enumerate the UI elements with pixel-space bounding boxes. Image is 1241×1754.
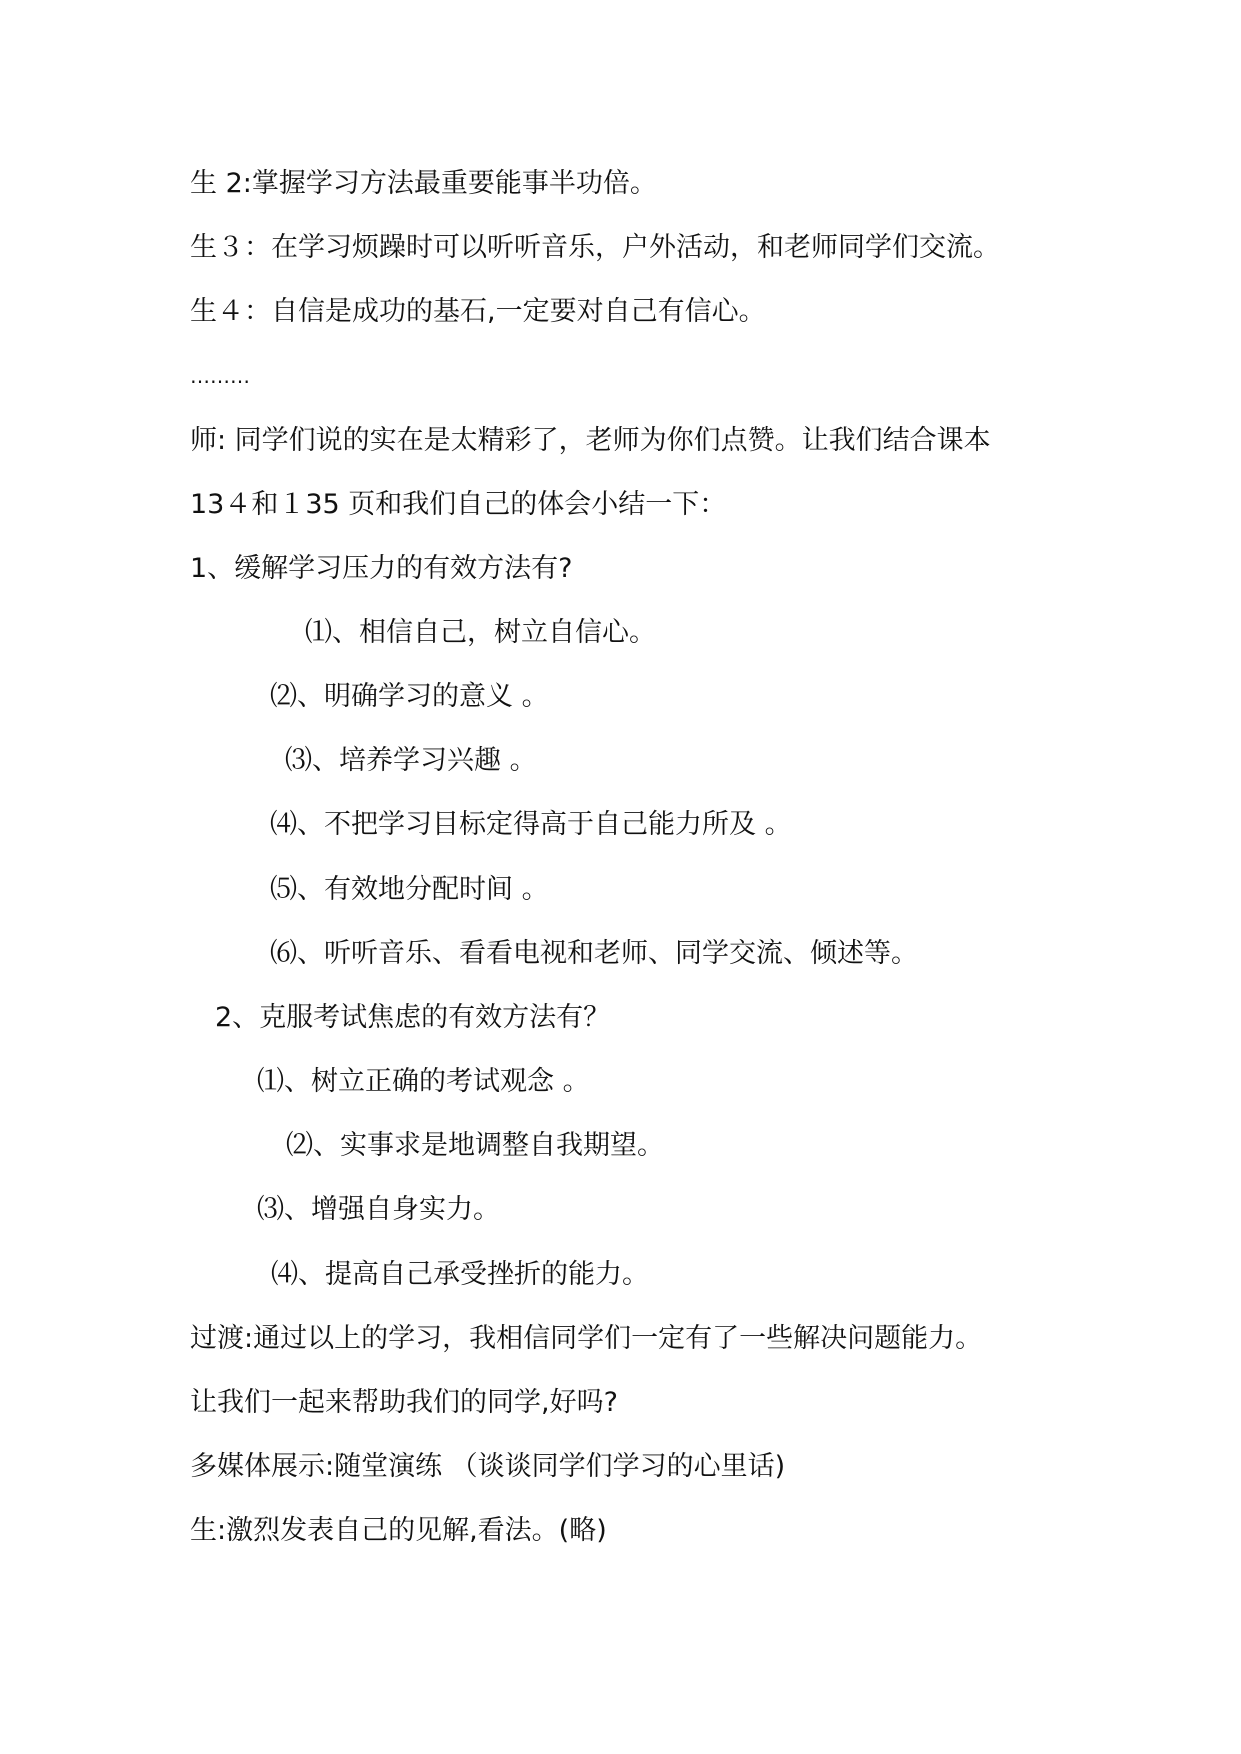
student-response-line: 生:激烈发表自己的见解,看法。(略) (190, 1515, 607, 1546)
student-3-line: 生３：在学习烦躁时可以听听音乐，户外活动，和老师同学们交流。 (190, 232, 1000, 263)
teacher-line: 师: 同学们说的实在是太精彩了，老师为你们点赞。让我们结合课本 (190, 425, 991, 456)
section-1-item-2: ⑵、明确学习的意义 。 (270, 681, 549, 712)
section-2-item-1: ⑴、树立正确的考试观念 。 (257, 1066, 590, 1097)
section-2-item-3: ⑶、增强自身实力。 (257, 1194, 500, 1225)
transition-line: 过渡:通过以上的学习，我相信同学们一定有了一些解决问题能力。 (190, 1323, 983, 1354)
section-2-item-2: ⑵、实事求是地调整自我期望。 (286, 1130, 664, 1161)
section-1-item-6: ⑹、听听音乐、看看电视和老师、同学交流、倾述等。 (270, 938, 918, 969)
section-1-item-1: ⑴、相信自己，树立自信心。 (305, 617, 656, 648)
student-4-line: 生４：自信是成功的基石,一定要对自己有信心。 (190, 296, 766, 327)
section-1-item-3: ⑶、培养学习兴趣 。 (285, 745, 537, 776)
help-classmates-line: 让我们一起来帮助我们的同学,好吗? (190, 1387, 618, 1418)
section-2-heading: 2、克服考试焦虑的有效方法有？ (215, 1002, 611, 1033)
multimedia-line: 多媒体展示:随堂演练 （谈谈同学们学习的心里话) (190, 1451, 786, 1482)
section-1-heading: 1、缓解学习压力的有效方法有? (190, 553, 573, 584)
textbook-pages-line: 13４和１35 页和我们自己的体会小结一下： (190, 489, 727, 520)
ellipsis-line: ……… (190, 364, 250, 388)
student-2-line: 生 2:掌握学习方法最重要能事半功倍。 (190, 168, 657, 199)
section-1-item-4: ⑷、不把学习目标定得高于自己能力所及 。 (270, 809, 792, 840)
section-1-item-5: ⑸、有效地分配时间 。 (270, 874, 549, 905)
section-2-item-4: ⑷、提高自己承受挫折的能力。 (271, 1259, 649, 1290)
